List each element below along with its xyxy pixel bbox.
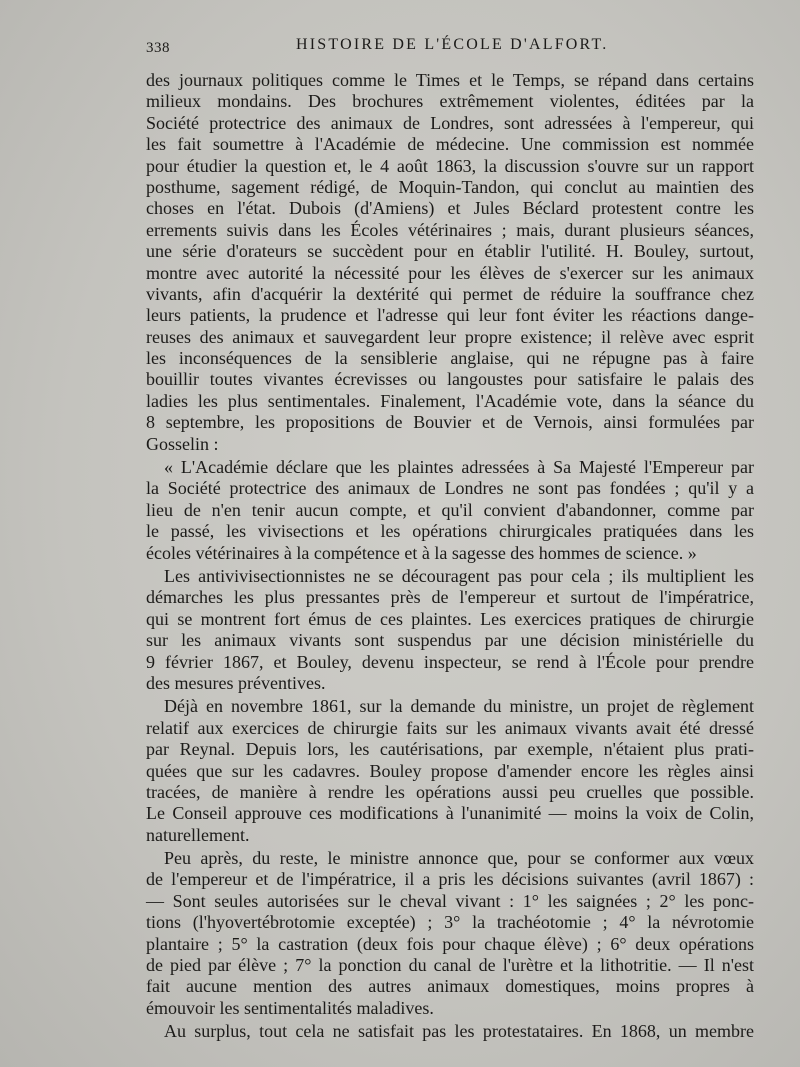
text-line: le passé, les vivisections et les opérations chirurgicales pratiquées dans les xyxy=(146,521,754,542)
text-line: Les antivivisectionnistes ne se découragent pas pour cela ; ils multiplient les xyxy=(164,565,754,586)
text-line: des journaux politiques comme le Times et le Temps, se répand dans certains xyxy=(146,70,754,90)
text-line: écoles vétérinaires à la compétence et à la sagesse des hommes de science. » xyxy=(146,542,697,563)
text-line: pour étudier la question et, le 4 août 1863, la discussion s'ouvre sur un rapport xyxy=(146,155,754,176)
text-line: quées que sur les cadavres. Bouley propose d'amender encore les règles ainsi xyxy=(146,760,754,781)
text-line: de pied par élève ; 7° la ponction du canal de l'urètre et la lithotritie. — Il n'est xyxy=(146,955,754,976)
text-line: tracées, de manière à rendre les opérations aussi peu cruelles que possible. xyxy=(146,781,754,802)
text-line: lieu de n'en tenir aucun compte, et qu'il convient d'abandonner, comme par xyxy=(146,499,754,520)
text-line: milieux mondains. Des brochures extrêmement violentes, éditées par la xyxy=(146,91,754,112)
text-line: émouvoir les sentimentalités maladives. xyxy=(146,997,434,1018)
text-line: 9 février 1867, et Bouley, devenu inspecteur, se rend à l'École pour prendre xyxy=(146,651,754,672)
text-line: bouillir toutes vivantes écrevisses ou langoustes pour satisfaire le palais des xyxy=(146,369,754,390)
text-line: relatif aux exercices de chirurgie faits sur les animaux vivants avait été dressé xyxy=(146,717,754,738)
text-line: Peu après, du reste, le ministre annonce que, pour se conformer aux vœux xyxy=(164,848,754,869)
text-line: errements suivis dans les Écoles vétérinaires ; mais, durant plusieurs séances, xyxy=(146,219,754,240)
text-line: les fait soumettre à l'Académie de médecine. Une commission est nommée xyxy=(146,134,754,155)
text-line: les inconséquences de la sensiblerie anglaise, qui ne répugne pas à faire xyxy=(146,348,754,369)
text-line: « L'Académie déclare que les plaintes adressées à Sa Majesté l'Empereur par xyxy=(164,457,754,478)
text-line: de l'empereur et de l'impératrice, il a pris les décisions suivantes (avril 1867) : xyxy=(146,869,754,890)
text-line: naturellement. xyxy=(146,824,250,845)
text-line: posthume, sagement rédigé, de Moquin-Tandon, qui conclut au maintien des xyxy=(146,176,754,197)
text-line: démarches les plus pressantes près de l'empereur et surtout de l'impératrice, xyxy=(146,587,754,608)
text-line: plantaire ; 5° la castration (deux fois pour chaque élève) ; 6° deux opérations xyxy=(146,933,754,954)
text-line: Déjà en novembre 1861, sur la demande du ministre, un projet de règlement xyxy=(164,696,754,717)
text-line: Au surplus, tout cela ne satisfait pas les protestataires. En 1868, un membre xyxy=(164,1021,754,1042)
text-line: la Société protectrice des animaux de Londres ne sont pas fondées ; qu'il y a xyxy=(146,478,754,499)
text-line: Le Conseil approuve ces modifications à l'unanimité — moins la voix de Colin, xyxy=(146,803,754,824)
text-line: des mesures préventives. xyxy=(146,672,326,693)
text-line: vivants, afin d'acquérir la dextérité qui permet de réduire la souffrance chez xyxy=(146,283,754,304)
text-line: ladies les plus sentimentales. Finalement, l'Académie vote, dans la séance du xyxy=(146,390,754,411)
text-line: choses en l'état. Dubois (d'Amiens) et Jules Béclard protestent contre les xyxy=(146,198,754,219)
text-line: tions (l'hyovertébrotomie exceptée) ; 3° la trachéotomie ; 4° la névrotomie xyxy=(146,912,754,933)
page-header xyxy=(146,36,758,62)
text-line: sur les animaux vivants sont suspendus par une décision ministérielle du xyxy=(146,630,754,651)
running-head: HISTOIRE DE L'ÉCOLE D'ALFORT. xyxy=(296,36,609,53)
text-line: montre avec autorité la nécessité pour les élèves de s'exercer sur les animaux xyxy=(146,262,754,283)
text-line: — Sont seules autorisées sur le cheval vivant : 1° les saignées ; 2° les ponc- xyxy=(146,890,754,911)
text-line: leurs patients, la prudence et l'adresse qui leur font éviter les réactions dange- xyxy=(146,305,754,326)
text-line: par Reynal. Depuis lors, les cautérisations, par exemple, n'étaient plus prati- xyxy=(146,739,754,760)
text-line: Gosselin : xyxy=(146,433,219,454)
text-line: qui se montrent fort émus de ces plaintes. Les exercices pratiques de chirurgie xyxy=(146,608,754,629)
text-line: Société protectrice des animaux de Londres, sont adressées à l'empereur, qui xyxy=(146,112,754,133)
text-line: reuses des animaux et sauvegardent leur propre existence; il relève avec esprit xyxy=(146,326,754,347)
text-line: 8 septembre, les propositions de Bouvier et de Vernois, ainsi formulées par xyxy=(146,412,754,433)
page-number: 338 xyxy=(146,40,170,56)
text-line: fait aucune mention des autres animaux domestiques, moins propres à xyxy=(146,976,754,997)
text-line: une série d'orateurs se succèdent pour en établir l'utilité. H. Bouley, surtout, xyxy=(146,241,754,262)
body-text xyxy=(146,70,754,1043)
